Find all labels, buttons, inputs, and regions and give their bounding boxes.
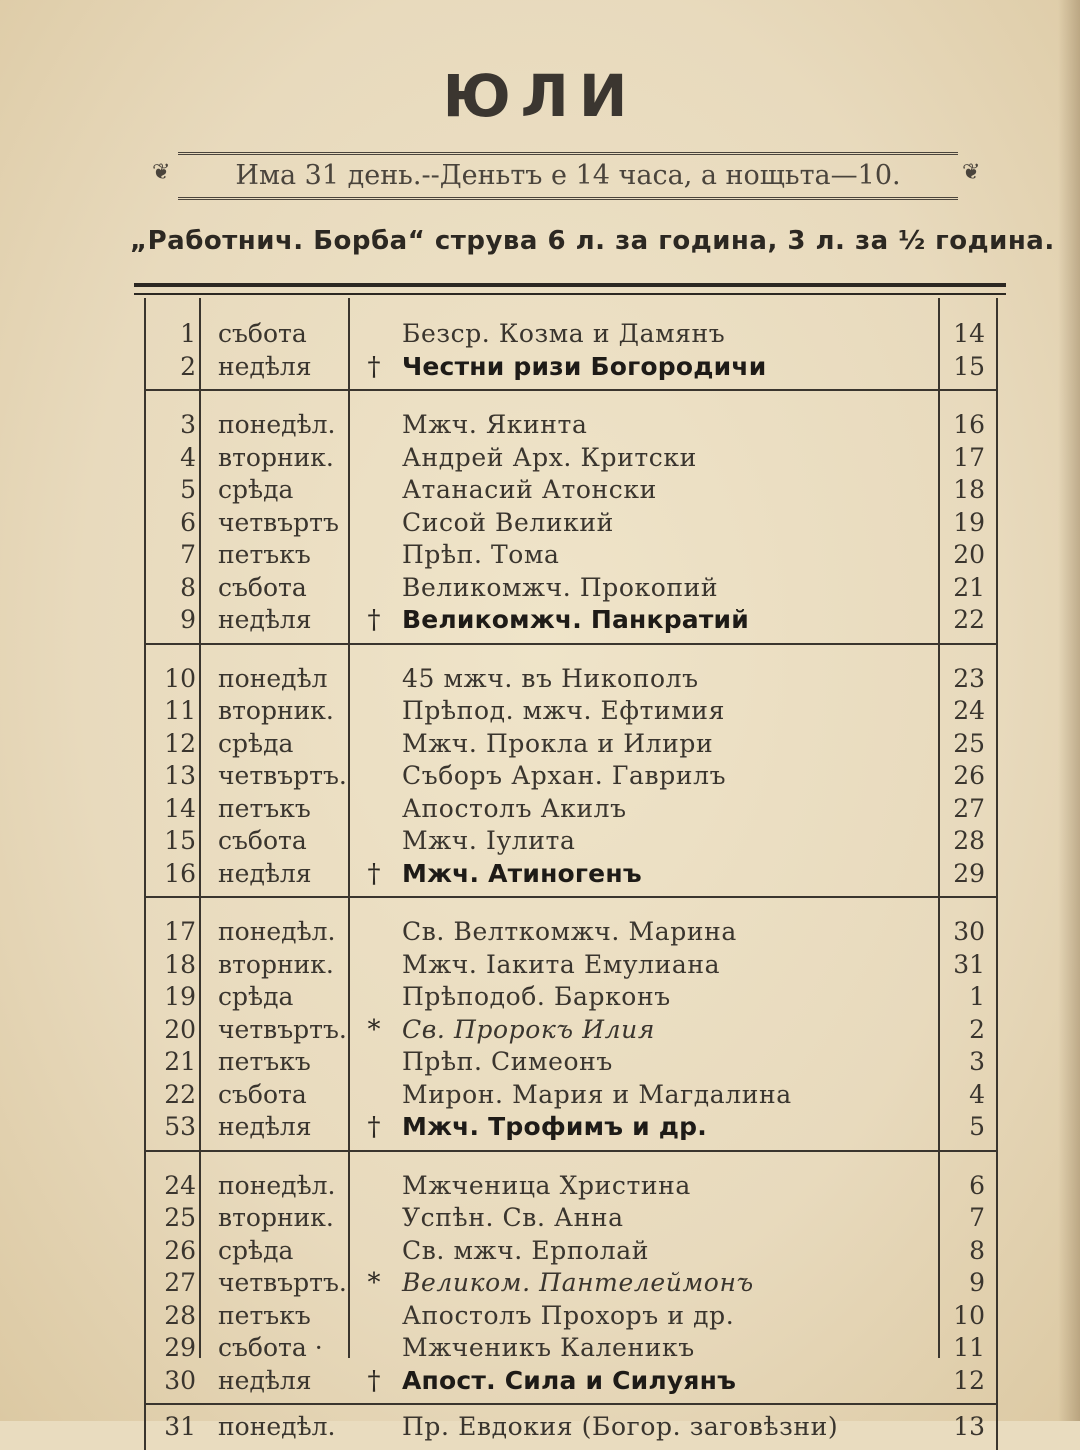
day-number: 11 <box>164 696 196 725</box>
table-row <box>146 1170 996 1203</box>
day-number: 30 <box>164 1365 196 1395</box>
weekday-name: петъкъ <box>218 793 311 823</box>
table-row <box>146 507 996 540</box>
day-number: 21 <box>164 1047 196 1076</box>
saint-name: Честни ризи Богородичи <box>402 351 767 381</box>
table-row <box>146 981 996 1014</box>
table-row <box>146 825 996 858</box>
day-number: 16 <box>164 858 196 888</box>
day-number: 20 <box>164 1014 196 1044</box>
weekday-name: вторник. <box>218 1203 334 1232</box>
table-row <box>146 1267 996 1300</box>
day-number: 13 <box>164 761 196 790</box>
day-number: 10 <box>164 663 196 693</box>
saint-name: Св. Пророкъ Илия <box>402 1014 655 1044</box>
saint-name: Прѣпод. мжч. Ефтимия <box>402 696 725 725</box>
feast-mark: * <box>367 1014 381 1045</box>
old-style-date: 29 <box>953 858 985 888</box>
old-style-date: 25 <box>953 728 985 758</box>
old-style-date: 30 <box>953 917 985 946</box>
table-row <box>146 760 996 793</box>
saint-name: Мжч. Трофимъ и др. <box>402 1112 707 1141</box>
day-number: 29 <box>164 1333 196 1362</box>
table-row <box>146 442 996 475</box>
feast-mark: * <box>367 1268 381 1298</box>
old-style-date: 27 <box>953 793 985 823</box>
day-number: 6 <box>180 507 196 537</box>
week-block <box>146 1405 996 1450</box>
saint-name: Андрей Арх. Критски <box>402 442 697 472</box>
saint-name: Мжченица Христина <box>402 1170 691 1200</box>
old-style-date: 6 <box>969 1170 985 1200</box>
old-style-date: 18 <box>953 475 985 504</box>
table-row <box>146 1365 996 1398</box>
saint-name: Мирон. Мария и Магдалина <box>402 1079 792 1109</box>
ornament-right-icon: ❦ <box>962 160 981 185</box>
weekday-name: понедѣл. <box>218 410 336 439</box>
table-row <box>146 1111 996 1144</box>
old-style-date: 21 <box>953 572 985 602</box>
weekday-name: срѣда <box>218 982 294 1011</box>
old-style-date: 5 <box>969 1112 985 1141</box>
table-row <box>146 1014 996 1047</box>
saint-name: Атанасий Атонски <box>402 475 657 504</box>
day-number: 2 <box>180 351 196 381</box>
table-row <box>146 1202 996 1235</box>
table-row <box>146 409 996 442</box>
feast-mark: † <box>367 858 381 889</box>
table-row <box>146 728 996 761</box>
saint-name: Апостолъ Прохоръ и др. <box>402 1300 735 1330</box>
weekday-name: понедѣл. <box>218 1170 336 1200</box>
old-style-date: 23 <box>953 663 985 693</box>
weekday-name: недѣля <box>218 1365 312 1395</box>
old-style-date: 11 <box>953 1333 985 1362</box>
table-row <box>146 916 996 949</box>
weekday-name: петъкъ <box>218 1300 311 1330</box>
day-number: 27 <box>164 1268 196 1297</box>
weekday-name: недѣля <box>218 351 312 381</box>
feast-mark: † <box>367 1112 381 1142</box>
old-style-date: 24 <box>953 696 985 725</box>
saint-name: Мжч. Іакита Емулиана <box>402 949 721 979</box>
old-style-date: 19 <box>953 507 985 537</box>
old-style-date: 26 <box>953 761 985 790</box>
old-style-date: 12 <box>953 1365 985 1395</box>
day-number: 4 <box>180 442 196 472</box>
old-style-date: 16 <box>953 410 985 439</box>
day-number: 7 <box>180 540 196 569</box>
table-row <box>146 351 996 384</box>
weekday-name: четвъртъ. <box>218 1268 347 1297</box>
old-style-date: 28 <box>953 826 985 855</box>
table-row <box>146 858 996 891</box>
saint-name: Мжч. Якинта <box>402 410 588 439</box>
day-number: 5 <box>180 475 196 504</box>
month-info-bar: Има 31 день.--Деньтъ е 14 часа, а нощьта—10. <box>178 152 958 200</box>
old-style-date: 13 <box>953 1412 985 1441</box>
old-style-date: 3 <box>969 1047 985 1076</box>
day-number: 15 <box>164 826 196 855</box>
table-row <box>146 1235 996 1268</box>
week-block <box>146 898 996 1152</box>
saint-name: Апостолъ Акилъ <box>402 793 627 823</box>
divider-thick <box>134 283 1006 287</box>
table-row <box>146 793 996 826</box>
saint-name: Мжч. Прокла и Илири <box>402 728 714 758</box>
saint-name: Мжч. Атиногенъ <box>402 858 642 888</box>
week-block <box>146 645 996 899</box>
day-number: 24 <box>164 1170 196 1200</box>
saint-name: Успѣн. Св. Анна <box>402 1203 624 1232</box>
week-block <box>146 298 996 391</box>
weekday-name: недѣля <box>218 605 312 634</box>
weekday-name: срѣда <box>218 1235 294 1265</box>
day-number: 28 <box>164 1300 196 1330</box>
weekday-name: срѣда <box>218 475 294 504</box>
table-row <box>146 663 996 696</box>
table-row <box>146 572 996 605</box>
day-number: 18 <box>164 949 196 979</box>
old-style-date: 1 <box>969 982 985 1011</box>
table-row <box>146 1079 996 1112</box>
old-style-date: 14 <box>953 319 985 348</box>
weekday-name: съботa <box>218 572 307 602</box>
weekday-name: недѣля <box>218 1112 312 1141</box>
saint-name: Съборъ Архан. Гаврилъ <box>402 761 727 790</box>
old-style-date: 7 <box>969 1203 985 1232</box>
weekday-name: петъкъ <box>218 540 311 569</box>
weekday-name: четвъртъ. <box>218 761 347 790</box>
table-row <box>146 539 996 572</box>
table-row <box>146 1332 996 1365</box>
saint-name: Мжченикъ Каленикъ <box>402 1333 695 1362</box>
weekday-name: съботa <box>218 1079 307 1109</box>
old-style-date: 9 <box>969 1268 985 1297</box>
table-row <box>146 318 996 351</box>
weekday-name: четвъртъ. <box>218 1014 347 1044</box>
feast-mark: † <box>367 351 381 382</box>
saint-name: Великом. Пантелеймонъ <box>402 1268 754 1297</box>
old-style-date: 15 <box>953 351 985 381</box>
saint-name: 45 мжч. въ Никополъ <box>402 663 699 693</box>
feast-mark: † <box>367 1365 381 1396</box>
table-row <box>146 1300 996 1333</box>
old-style-date: 4 <box>969 1079 985 1109</box>
table-row <box>146 1411 996 1444</box>
day-number: 9 <box>180 605 196 634</box>
table-row <box>146 1046 996 1079</box>
weekday-name: четвъртъ <box>218 507 339 537</box>
weekday-name: съботa · <box>218 1333 323 1362</box>
ornament-left-icon: ❦ <box>152 160 171 185</box>
day-number: 14 <box>164 793 196 823</box>
saint-name: Прѣп. Тома <box>402 540 560 569</box>
old-style-date: 17 <box>953 442 985 472</box>
saint-name: Прѣп. Симеонъ <box>402 1047 613 1076</box>
day-number: 22 <box>164 1079 196 1109</box>
weekday-name: вторник. <box>218 949 334 979</box>
saint-name: Великомжч. Прокопий <box>402 572 719 602</box>
table-row <box>146 604 996 637</box>
weekday-name: понедѣл. <box>218 1412 336 1441</box>
page-title: ЮЛИ <box>442 62 638 130</box>
weekday-name: срѣда <box>218 728 294 758</box>
weekday-name: съботa <box>218 826 307 855</box>
saint-name: Св. мжч. Ерполай <box>402 1235 649 1265</box>
weekday-name: съботa <box>218 319 307 348</box>
page-edge-shadow <box>1058 0 1080 1421</box>
day-number: 53 <box>164 1112 196 1141</box>
table-row <box>146 695 996 728</box>
weekday-name: понедѣл <box>218 663 328 693</box>
table-row <box>146 474 996 507</box>
day-number: 12 <box>164 728 196 758</box>
old-style-date: 22 <box>953 605 985 634</box>
day-number: 25 <box>164 1203 196 1232</box>
week-block <box>146 391 996 645</box>
weekday-name: петъкъ <box>218 1047 311 1076</box>
saint-name: Прѣподоб. Барконъ <box>402 982 671 1011</box>
weekday-name: вторник. <box>218 442 334 472</box>
weekday-name: понедѣл. <box>218 917 336 946</box>
day-number: 3 <box>180 410 196 439</box>
day-number: 19 <box>164 982 196 1011</box>
saint-name: Безср. Козма и Дамянъ <box>402 319 726 348</box>
week-block <box>146 1152 996 1406</box>
feast-mark: † <box>367 605 381 635</box>
day-number: 26 <box>164 1235 196 1265</box>
old-style-date: 8 <box>969 1235 985 1265</box>
table-row <box>146 949 996 982</box>
weekday-name: недѣля <box>218 858 312 888</box>
saint-name: Великомжч. Панкратий <box>402 605 749 634</box>
day-number: 1 <box>180 319 196 348</box>
saint-name: Мжч. Іулита <box>402 826 576 855</box>
old-style-date: 10 <box>953 1300 985 1330</box>
saint-name: Пр. Евдокия (Богор. заговѣзни) <box>402 1412 839 1441</box>
calendar-table <box>144 298 998 1450</box>
old-style-date: 31 <box>953 949 985 979</box>
day-number: 17 <box>164 917 196 946</box>
day-number: 8 <box>180 572 196 602</box>
subscription-notice: „Работнич. Борба“ струва 6 л. за година, 3 л. за ½ година. <box>130 226 1055 256</box>
weekday-name: вторник. <box>218 696 334 725</box>
saint-name: Сисой Великий <box>402 507 614 537</box>
saint-name: Апост. Сила и Силуянъ <box>402 1365 737 1395</box>
day-number: 31 <box>164 1412 196 1441</box>
old-style-date: 20 <box>953 540 985 569</box>
divider-thin <box>134 293 1006 295</box>
saint-name: Св. Велткомжч. Марина <box>402 917 737 946</box>
old-style-date: 2 <box>969 1014 985 1044</box>
